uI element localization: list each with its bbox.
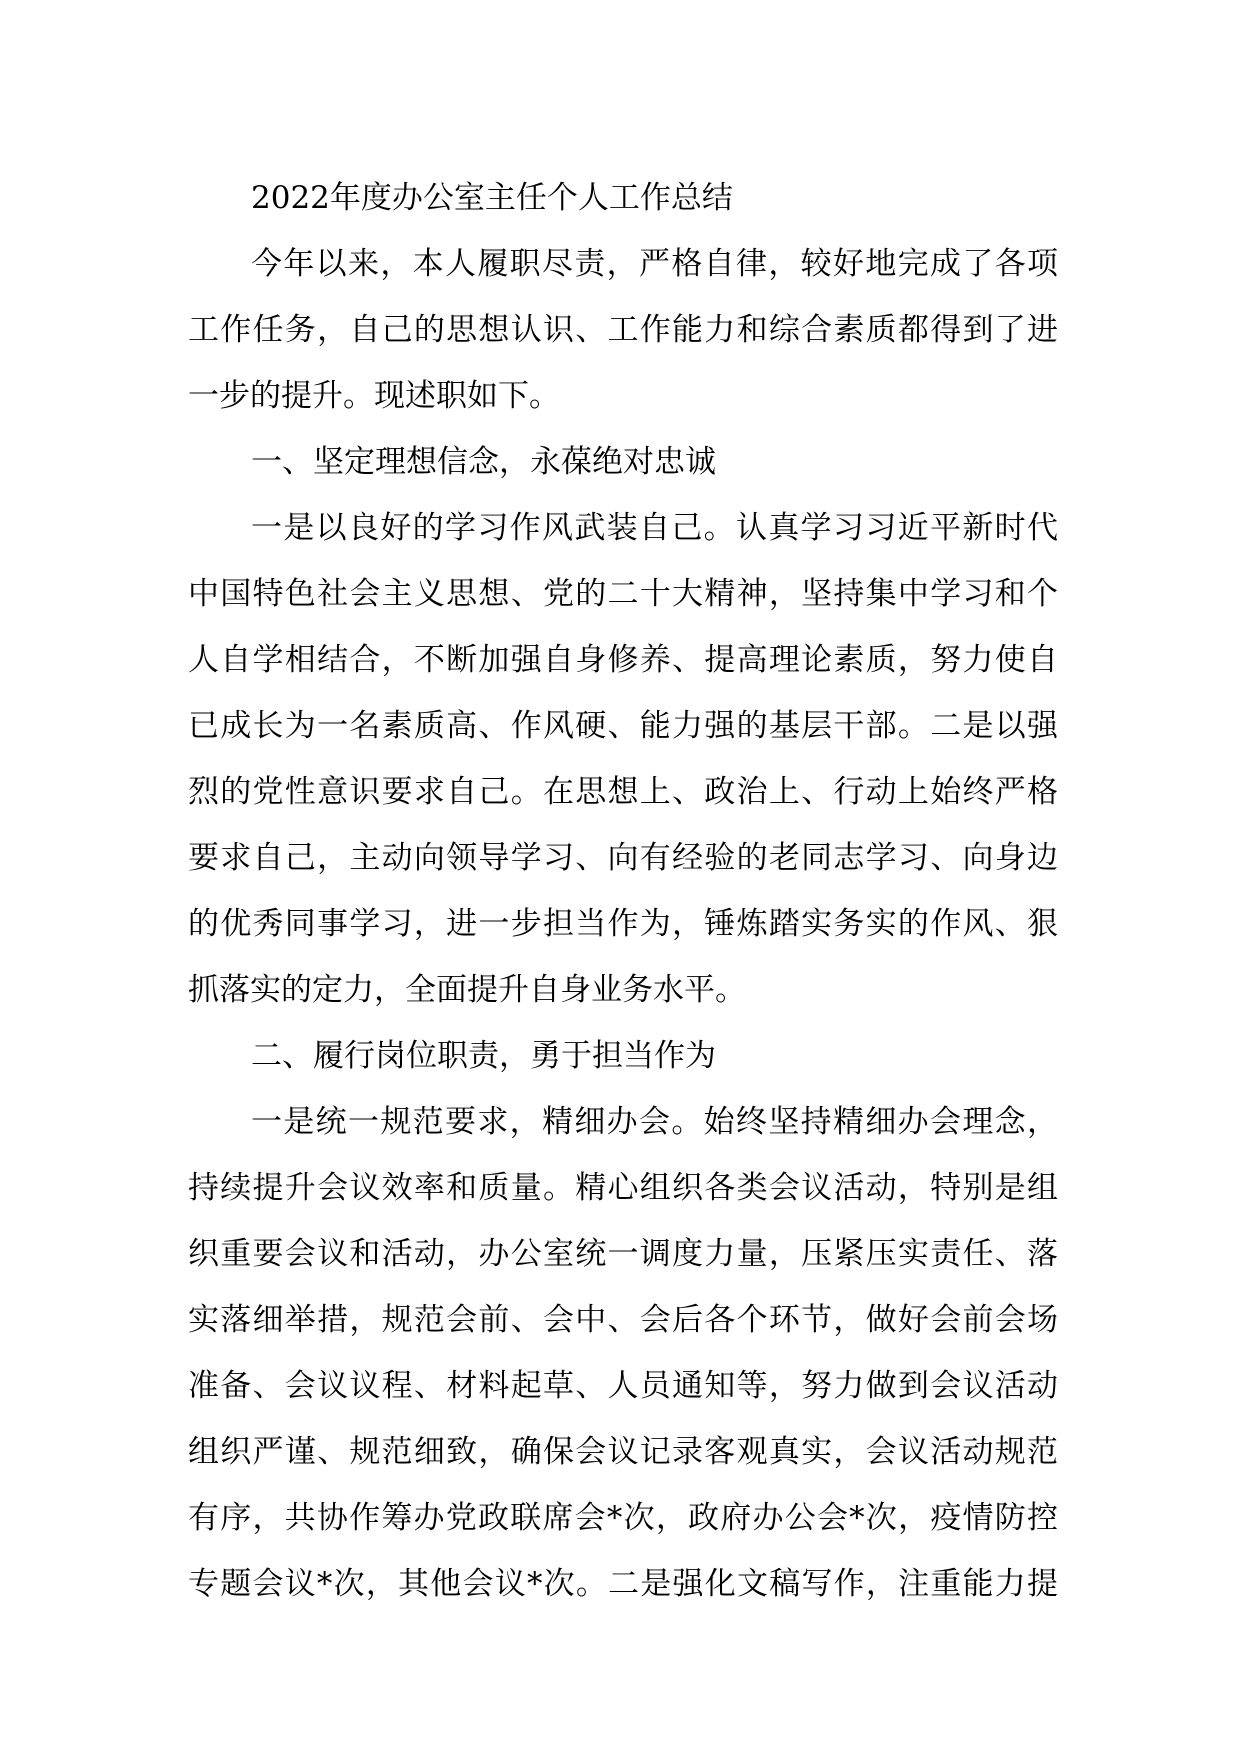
text-line: 一步的提升。现述职如下。 bbox=[188, 378, 560, 414]
text-line: 专题会议*次，其他会议*次。二是强化文稿写作，注重能力提 bbox=[188, 1566, 1058, 1602]
paragraph-intro bbox=[188, 231, 1058, 429]
text-line: 一是统一规范要求，精细办会。始终坚持精细办会理念， bbox=[251, 1104, 1058, 1140]
text-line: 一是以良好的学习作风武装自己。认真学习习近平新时代 bbox=[251, 510, 1058, 546]
text-line: 烈的党性意识要求自己。在思想上、政治上、行动上始终严格 bbox=[188, 774, 1058, 810]
text-line: 持续提升会议效率和质量。精心组织各类会议活动，特别是组 bbox=[188, 1170, 1058, 1206]
section-heading-1: 一、坚定理想信念，永葆绝对忠诚 bbox=[251, 444, 716, 480]
paragraph-section-1 bbox=[188, 495, 1058, 1023]
text-line: 已成长为一名素质高、作风硬、能力强的基层干部。二是以强 bbox=[188, 708, 1058, 744]
document-body bbox=[188, 165, 1058, 1617]
text-line: 实落细举措，规范会前、会中、会后各个环节，做好会前会场 bbox=[188, 1302, 1058, 1338]
text-line: 有序，共协作筹办党政联席会*次，政府办公会*次，疫情防控 bbox=[188, 1500, 1058, 1536]
text-line: 准备、会议议程、材料起草、人员通知等，努力做到会议活动 bbox=[188, 1368, 1058, 1404]
text-line: 要求自己，主动向领导学习、向有经验的老同志学习、向身边 bbox=[188, 840, 1058, 876]
text-line: 织重要会议和活动，办公室统一调度力量，压紧压实责任、落 bbox=[188, 1236, 1058, 1272]
text-line: 人自学相结合，不断加强自身修养、提高理论素质，努力使自 bbox=[188, 642, 1058, 678]
text-line: 的优秀同事学习，进一步担当作为，锤炼踏实务实的作风、狠 bbox=[188, 906, 1058, 942]
text-line: 今年以来，本人履职尽责，严格自律，较好地完成了各项 bbox=[251, 246, 1058, 282]
text-line: 中国特色社会主义思想、党的二十大精神，坚持集中学习和个 bbox=[188, 576, 1058, 612]
text-line: 抓落实的定力，全面提升自身业务水平。 bbox=[188, 972, 746, 1008]
document-title: 2022年度办公室主任个人工作总结 bbox=[251, 180, 733, 216]
text-line: 工作任务，自己的思想认识、工作能力和综合素质都得到了进 bbox=[188, 312, 1058, 348]
text-line: 组织严谨、规范细致，确保会议记录客观真实，会议活动规范 bbox=[188, 1434, 1058, 1470]
paragraph-section-2 bbox=[188, 1089, 1058, 1617]
section-heading-2: 二、履行岗位职责，勇于担当作为 bbox=[251, 1038, 716, 1074]
